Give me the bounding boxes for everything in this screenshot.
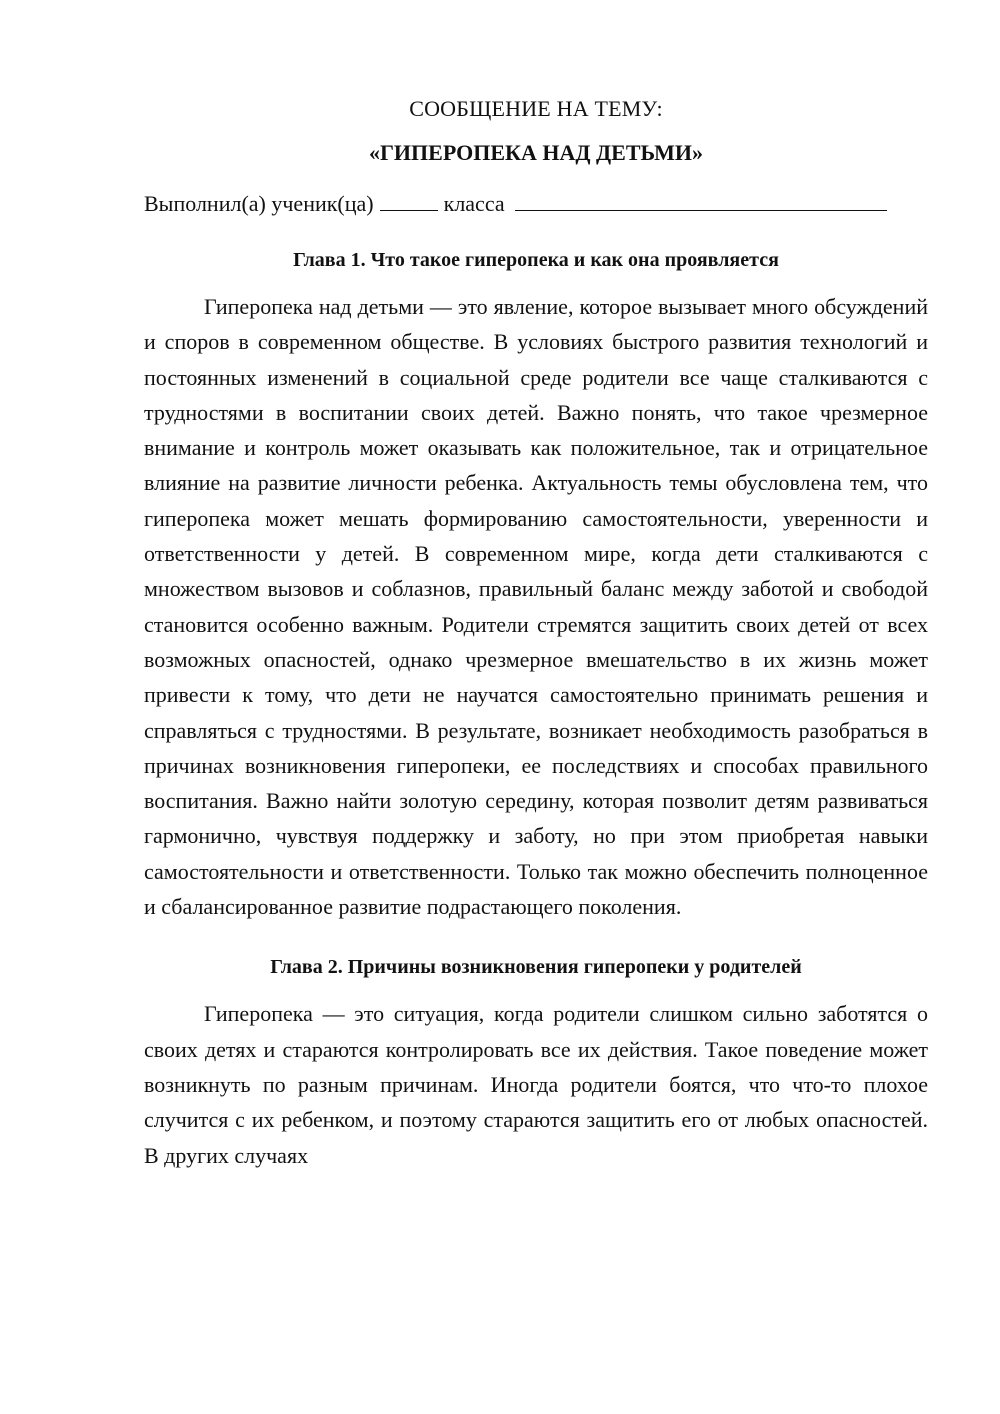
document-subtitle: «ГИПЕРОПЕКА НАД ДЕТЬМИ» <box>368 140 704 165</box>
chapter-1-paragraph: Гиперопека над детьми — это явление, которое вызывает много обсуждений и споров в современном обществе. В условиях быстрого развития технологий и постоянных изменений в социальной среде родители все чаще сталкиваются с трудностями в воспитании своих детей. Важно понять, что такое чрезмерное внимание и контроль может оказывать как положительное, так и отрицательное влияние на развитие личности ребенка. Актуальность темы обусловлена тем, что гиперопека может мешать формированию самостоятельности, уверенности и ответственности у детей. В современном мире, когда дети сталкиваются с множеством вызовов и соблазнов, правильный баланс между заботой и свободой становится особенно важным. Родители стремятся защитить своих детей от всех возможных опасностей, однако чрезмерное вмешательство в их жизнь может привести к тому, что дети не научатся самостоятельно принимать решения и справляться с трудностями. В результате, возникает необходимость разобраться в причинах возникновения гиперопеки, ее последствиях и способах правильного воспитания. Важно найти золотую середину, которая позволит детям развиваться гармонично, чувствуя поддержку и заботу, но при этом приобретая навыки самостоятельности и ответственности. Только так можно обеспечить полноценное и сбалансированное развитие подрастающего поколения. <box>144 294 928 920</box>
performed-by-label: Выполнил(а) ученик(ца) <box>144 191 374 216</box>
chapter-1-heading: Глава 1. Что такое гиперопека и как она проявляется <box>293 249 779 271</box>
class-label: класса <box>443 191 505 216</box>
class-number-blank <box>380 190 438 211</box>
document-body <box>144 92 928 1173</box>
document-title: СООБЩЕНИЕ НА ТЕМУ: <box>409 96 663 121</box>
author-line <box>144 187 928 221</box>
chapter-2-paragraph: Гиперопека — это ситуация, когда родители слишком сильно заботятся о своих детях и стараются контролировать все их действия. Такое поведение может возникнуть по разным причинам. Иногда родители боятся, что что-то плохое случится с их ребенком, и поэтому стараются защитить его от любых опасностей. В других случаях <box>144 1001 928 1168</box>
student-name-blank <box>515 190 887 211</box>
chapter-2-heading: Глава 2. Причины возникновения гиперопеки у родителей <box>270 956 802 979</box>
